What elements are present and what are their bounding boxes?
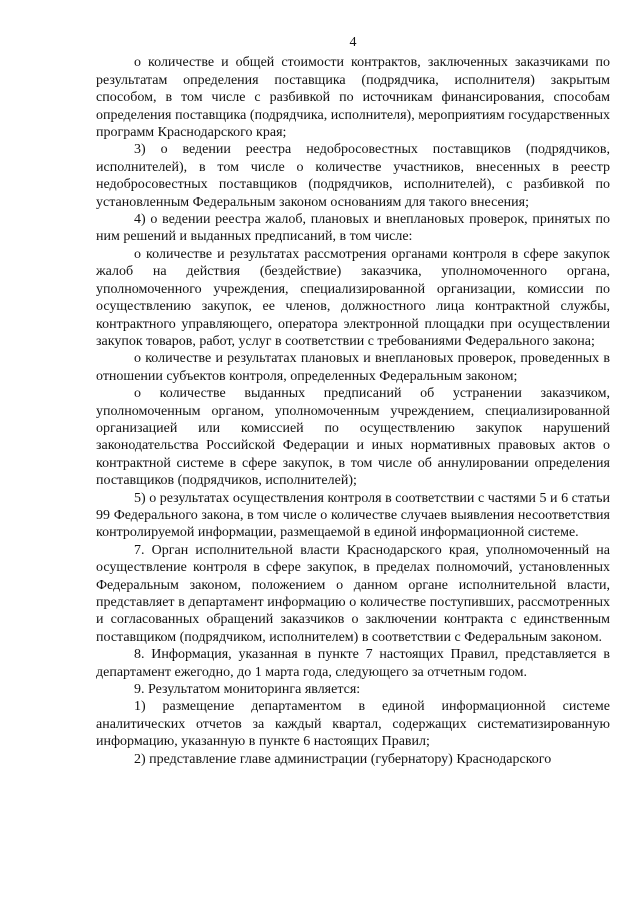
document-page <box>96 34 610 768</box>
paragraph-contracts-closed: о количестве и общей стоимости контрактов, заключенных заказчиками по результатам определения поставщика (подрядчика, исполнителя) закрытым способом, в том числе с разбивкой по источникам финансирования, способам определения поставщика (подрядчика, исполнителя), мероприятиям государственных программ Краснодарского края; <box>96 55 610 141</box>
paragraph-prescriptions: о количестве выданных предписаний об устранении заказчиком, уполномоченным органом, уполномоченным учреждением, специализированной организацией или комиссией по осуществлению закупок нарушений законодательства Российской Федерации и иных нормативных правовых актов о контрактной системе в сфере закупок, в том числе об аннулировании определения поставщиков (подрядчиков, исполнителей); <box>96 386 610 489</box>
paragraph-complaints: о количестве и результатах рассмотрения органами контроля в сфере закупок жалоб на действия (бездействие) заказчика, уполномоченного органа, уполномоченного учреждения, специализированной организации, комиссии по осуществлению закупок, ее членов, должностного лица контрактной службы, контрактного управляющего, оператора электронной площадки при осуществлении закупок товаров, работ, услуг в соответствии с требованиями Федерального закона; <box>96 246 610 349</box>
page-number: 4 <box>349 35 357 50</box>
paragraph-item-5: 5) о результатах осуществления контроля в соответствии с частями 5 и 6 статьи 99 Федерального закона, в том числе о количестве случаев выявления несоответствия контролируемой информации, размещаемой в единой информационной системе. <box>96 490 610 541</box>
paragraph-item-4: 4) о ведении реестра жалоб, плановых и внеплановых проверок, принятых по ним решений и выданных предписаний, в том числе: <box>96 212 610 245</box>
paragraph-item-3: 3) о ведении реестра недобросовестных поставщиков (подрядчиков, исполнителей), в том числе о количестве участников, внесенных в реестр недобросовестных поставщиков (подрядчиков, исполнителей), с разбивкой по установленным Федеральным законом основаниям для такого внесения; <box>96 142 610 210</box>
paragraph-inspections: о количестве и результатах плановых и внеплановых проверок, проведенных в отношении субъектов контроля, определенных Федеральным законом; <box>96 351 610 384</box>
paragraph-section-9: 9. Результатом мониторинга является: <box>134 682 361 698</box>
paragraph-result-1: 1) размещение департаментом в единой информационной системе аналитических отчетов за каждый квартал, содержащих систематизированную информацию, указанную в пункте 6 настоящих Правил; <box>96 699 610 750</box>
paragraph-section-8: 8. Информация, указанная в пункте 7 настоящих Правил, представляется в департамент ежегодно, до 1 марта года, следующего за отчетным годом. <box>96 647 610 680</box>
paragraph-result-2: 2) представление главе администрации (губернатору) Краснодарского <box>134 751 552 767</box>
paragraph-section-7: 7. Орган исполнительной власти Краснодарского края, уполномоченный на осуществление контроля в сфере закупок, в пределах полномочий, установленных Федеральным законом, положением о данном органе исполнительной власти, представляет в департамент информацию о количестве поступивших, рассмотренных и согласованных обращений заказчиков о заключении контракта с единственным поставщиком (подрядчиком, исполнителем) в соответствии с Федеральным законом. <box>96 542 610 645</box>
